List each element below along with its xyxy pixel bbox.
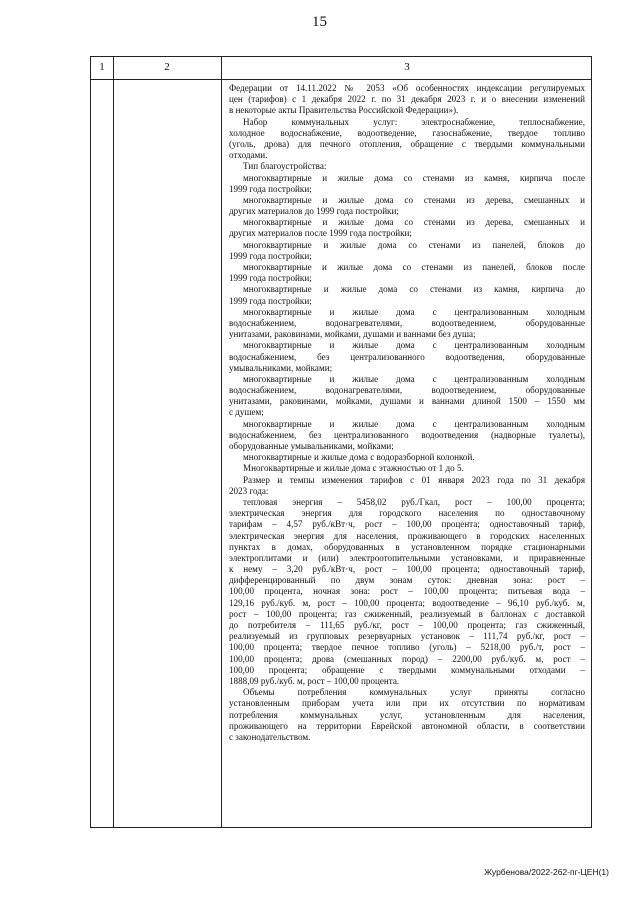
text-line: к нему – 3,20 руб./кВт·ч, рост – 100,00 процента; одноставочный тариф, <box>229 564 585 575</box>
text-line: водоснабжением, без централизованного водоотведения (надворные туалеты), <box>229 429 585 440</box>
text-line: Размер и темпы изменения тарифов с 01 января 2023 года по 31 декабря <box>243 474 585 485</box>
column-header-1: 1 <box>99 61 105 73</box>
text-line: (уголь, дрова) для печного отопления, обращение с твердыми коммунальными <box>229 138 585 149</box>
text-line: проживающего на территории Еврейской автономной области, в соответствии <box>229 720 585 731</box>
text-line: Федерации от 14.11.2022 № 2053 «Об особенностях индексации регулируемых <box>229 83 585 93</box>
text-line: в некоторые акты Правительства Российской Федерации»). <box>229 105 459 116</box>
text-line: других материалов до 1999 года постройки; <box>229 206 399 217</box>
text-line: многоквартирные и жилые дома с водоразборной колонкой. <box>243 452 475 463</box>
text-line: холодное водоснабжение, водоотведение, газоснабжение, твердое топливо <box>229 127 585 138</box>
text-line: 1888,09 руб./куб. м, рост – 100,00 процента. <box>229 675 400 686</box>
text-line: Объемы потребления коммунальных услуг приняты согласно <box>243 687 585 698</box>
text-line: с законодательством. <box>229 731 311 742</box>
text-line: 100,00 процента; твердое печное топливо (уголь) – 5218,00 руб./т, рост – <box>229 642 585 653</box>
text-line: 1999 года постройки; <box>229 250 312 261</box>
text-line: 100,00 процента, ночная зона: рост – 100,00 процента; питьевая вода – <box>229 586 585 597</box>
text-line: Тип благоустройства: <box>243 161 327 172</box>
text-line: 1999 года постройки; <box>229 183 312 194</box>
text-line: электрическая энергия для населения, проживающего в городских населенных <box>229 530 585 541</box>
text-line: других материалов после 1999 года постройки; <box>229 228 412 239</box>
text-line: 2023 года: <box>229 485 269 496</box>
text-line: многоквартирные и жилые дома со стенами из камня, кирпича до <box>243 284 585 295</box>
column-3-text <box>229 83 585 743</box>
text-line: многоквартирные и жилые дома со стенами из панелей, блоков после <box>243 262 585 272</box>
text-line: потребления коммунальных услуг, установленным для населения, <box>229 709 585 720</box>
text-line: многоквартирные и жилые дома со стенами из дерева, смешанных и <box>243 194 585 205</box>
text-line: многоквартирные и жилые дома с централизованным холодным <box>243 373 585 384</box>
page-number: 15 <box>312 14 327 30</box>
text-line: 100,00 процента; обращение с твердыми коммунальными отходами – <box>229 664 585 675</box>
text-line: многоквартирные и жилые дома со стенами из камня, кирпича после <box>243 172 585 183</box>
text-line: до потребителя – 111,65 руб./кг, рост – 100,00 процента; газ сжиженный, <box>229 620 585 630</box>
text-line: 1999 года постройки; <box>229 273 312 284</box>
text-line: оборудованные умывальниками, мойками; <box>229 441 394 451</box>
text-line: пунктах в домах, оборудованных в установленном порядке стационарными <box>229 541 585 552</box>
text-line: установленным приборам учета или при их отсутствии по нормативам <box>229 698 585 709</box>
document-footer-code: Журбенова/2022-262-пг-ЦЕН(1) <box>484 867 609 877</box>
text-line: 1999 года постройки; <box>229 295 312 306</box>
document-table <box>90 56 592 828</box>
text-line: многоквартирные и жилые дома с централизованным холодным <box>243 306 585 317</box>
text-line: 129,16 руб./куб. м, рост – 100,00 процента; водоотведение – 96,10 руб./куб. м, <box>229 597 585 608</box>
text-line: отходами. <box>229 150 268 161</box>
column-header-2: 2 <box>164 61 170 73</box>
text-line: умывальниками, мойками; <box>229 362 333 373</box>
text-line: цен (тарифов) с 1 декабря 2022 г. по 31 декабря 2023 г. и о внесении изменений <box>229 94 585 105</box>
text-line: Многоквартирные и жилые дома с этажностью от 1 до 5. <box>243 463 464 474</box>
column-divider-2 <box>221 57 222 827</box>
text-line: 100,00 процента; дрова (смешанных пород) – 2200,00 руб./куб. м, рост – <box>229 653 585 664</box>
text-line: унитазами, раковинами, мойками, душами и ваннами без душа; <box>229 329 476 340</box>
text-line: унитазами, раковинами, мойками, душами и ваннами длиной 1500 – 1550 мм <box>229 396 585 407</box>
text-line: многоквартирные и жилые дома со стенами из дерева, смешанных и <box>243 217 585 228</box>
text-line: дифференцированный по двум зонам суток: дневная зона: рост – <box>229 575 585 586</box>
text-line: водоснабжением, водонагревателями, водоотведением, оборудованные <box>229 385 585 396</box>
column-divider-1 <box>113 57 114 827</box>
text-line: тарифам – 4,57 руб./кВт·ч, рост – 100,00 процента; одноставочный тариф, <box>229 519 585 530</box>
text-line: электроплитами и (или) электроотопительными установками, и приравненные <box>229 552 585 563</box>
text-line: реализуемый из групповых резервуарных установок – 111,74 руб./кг, рост – <box>229 631 585 642</box>
header-row-divider <box>91 79 591 80</box>
text-line: электрическая энергия для городского населения по одноставочному <box>229 508 585 519</box>
text-line: рост – 100,00 процента; газ сжиженный, реализуемый в баллонах с доставкой <box>229 608 585 619</box>
text-line: тепловая энергия – 5458,02 руб./Гкал, рост – 100,00 процента; <box>243 496 585 507</box>
text-line: водоснабжением, без централизованного водоотведения, оборудованные <box>229 351 585 362</box>
text-line: многоквартирные и жилые дома с централизованным холодным <box>243 340 585 351</box>
text-line: многоквартирные и жилые дома с централизованным холодным <box>243 418 585 429</box>
text-line: с душем; <box>229 407 264 418</box>
text-line: Набор коммунальных услуг: электроснабжение, теплоснабжение, <box>243 116 585 127</box>
text-line: водоснабжением, водонагревателями, водоотведением, оборудованные <box>229 317 585 328</box>
column-header-3: 3 <box>404 61 410 73</box>
text-line: многоквартирные и жилые дома со стенами из панелей, блоков до <box>243 239 585 250</box>
